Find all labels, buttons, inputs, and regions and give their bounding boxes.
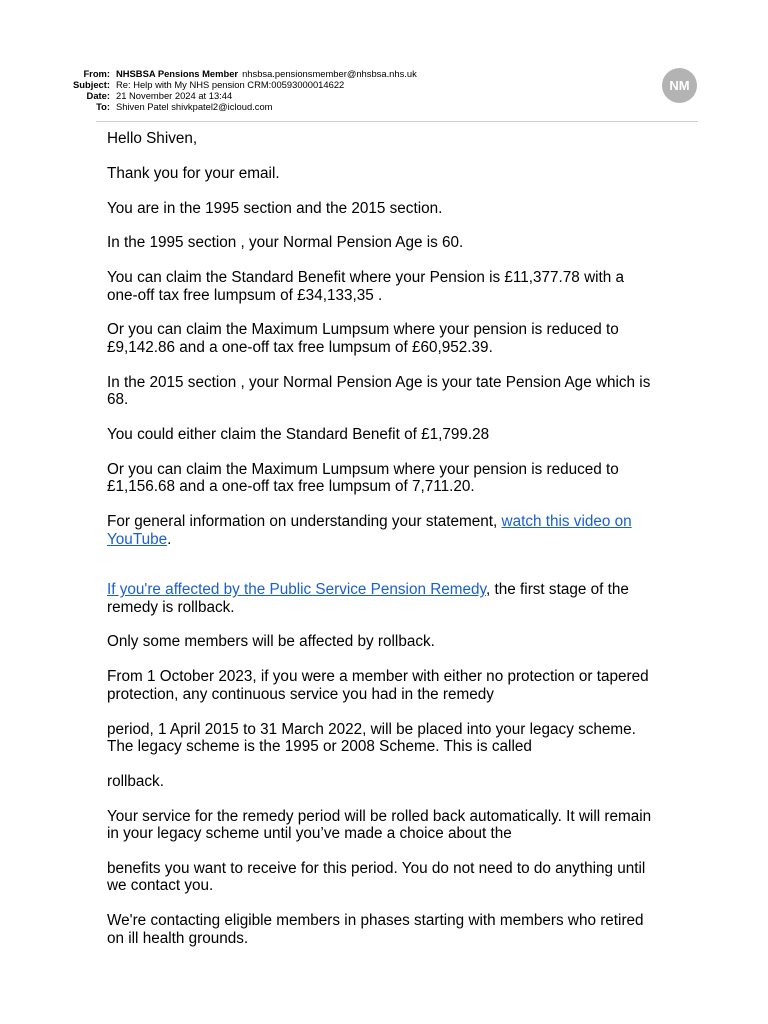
subject-label: Subject:: [73, 79, 110, 90]
email-header: [60, 68, 700, 112]
text-line: one-off tax free lumpsum of £34,133,35 .: [107, 286, 383, 304]
paragraph-2015-standard: You could either claim the Standard Benefit of £1,799.28: [107, 426, 490, 444]
text-line: Or you can claim the Maximum Lumpsum where your pension is reduced to: [107, 321, 619, 339]
link-text[interactable]: watch this video on: [501, 513, 632, 531]
greeting: Hello Shiven,: [107, 130, 198, 147]
paragraph-2015-maximum: [107, 461, 703, 496]
link-text[interactable]: YouTube: [107, 530, 168, 548]
text-line: protection, any continuous service you had in the remedy: [107, 685, 494, 703]
text-line: in your legacy scheme until you’ve made a choice about the: [107, 825, 512, 843]
header-divider: [96, 121, 698, 122]
text-line: Or you can claim the Maximum Lumpsum where your pension is reduced to: [107, 460, 619, 478]
from-label: From:: [83, 68, 110, 79]
text-line: You can claim the Standard Benefit where your Pension is £11,377.78 with a: [107, 269, 625, 287]
paragraph-video: [107, 513, 703, 548]
text-line: £1,156.68 and a one-off tax free lumpsum of 7,711.20.: [107, 478, 475, 496]
subject-row: [60, 79, 700, 90]
sender-email[interactable]: nhsbsa.pensionsmember@nhsbsa.nhs.uk: [242, 68, 417, 79]
paragraph-1995-maximum: [107, 321, 703, 356]
date-value: 21 November 2024 at 13:44: [116, 90, 233, 101]
date-label: Date:: [86, 90, 110, 101]
to-label: To:: [96, 101, 110, 112]
text-line: period, 1 April 2015 to 31 March 2022, will be placed into your legacy scheme.: [107, 720, 636, 738]
sender-name: NHSBSA Pensions Member: [116, 68, 239, 79]
paragraph-rolled-back: [107, 808, 703, 843]
subject-value: Re: Help with My NHS pension CRM:00593000014622: [116, 79, 345, 90]
paragraph-1995-npa: In the 1995 section , your Normal Pension Age is 60.: [107, 234, 464, 252]
text-line: benefits you want to receive for this period. You do not need to do anything until: [107, 859, 646, 877]
text-run: For general information on understanding your statement,: [107, 513, 502, 531]
paragraph-rollback-members: Only some members will be affected by rollback.: [107, 633, 435, 651]
paragraph-1995-standard: [107, 269, 703, 304]
paragraph-remedy: [107, 581, 703, 616]
pension-remedy-link[interactable]: If you're affected by the Public Service Pension Remedy: [107, 581, 487, 599]
paragraph-benefits: [107, 860, 703, 895]
to-row: [60, 101, 700, 112]
paragraph-remedy-period: [107, 721, 703, 756]
recipient[interactable]: Shiven Patel shivkpatel2@icloud.com: [116, 101, 273, 112]
text-run: , the first stage of the: [486, 581, 629, 599]
text-line: we contact you.: [107, 877, 214, 895]
from-row: [60, 68, 700, 79]
text-line: on ill health grounds.: [107, 929, 249, 947]
text-line: Your service for the remedy period will be rolled back automatically. It will remain: [107, 807, 652, 825]
paragraph-2015-npa: [107, 374, 703, 409]
paragraph-rollback: rollback.: [107, 772, 164, 790]
text-line: In the 2015 section , your Normal Pension Age is your tate Pension Age which is: [107, 373, 651, 391]
text-line: remedy is rollback.: [107, 598, 235, 616]
paragraph-phases: [107, 912, 703, 947]
date-row: [60, 90, 700, 101]
text-run: .: [167, 530, 172, 548]
paragraph-protection: [107, 668, 703, 703]
text-line: £9,142.86 and a one-off tax free lumpsum of £60,952.39.: [107, 338, 493, 356]
email-body: [107, 130, 703, 947]
text-line: We're contacting eligible members in phases starting with members who retired: [107, 912, 644, 930]
text-line: From 1 October 2023, if you were a member with either no protection or tapered: [107, 668, 649, 686]
text-line: 68.: [107, 391, 129, 409]
avatar: NM: [662, 68, 697, 103]
paragraph-sections: You are in the 1995 section and the 2015 section.: [107, 199, 443, 217]
paragraph-thanks: Thank you for your email.: [107, 164, 280, 182]
text-line: The legacy scheme is the 1995 or 2008 Scheme. This is called: [107, 738, 532, 756]
